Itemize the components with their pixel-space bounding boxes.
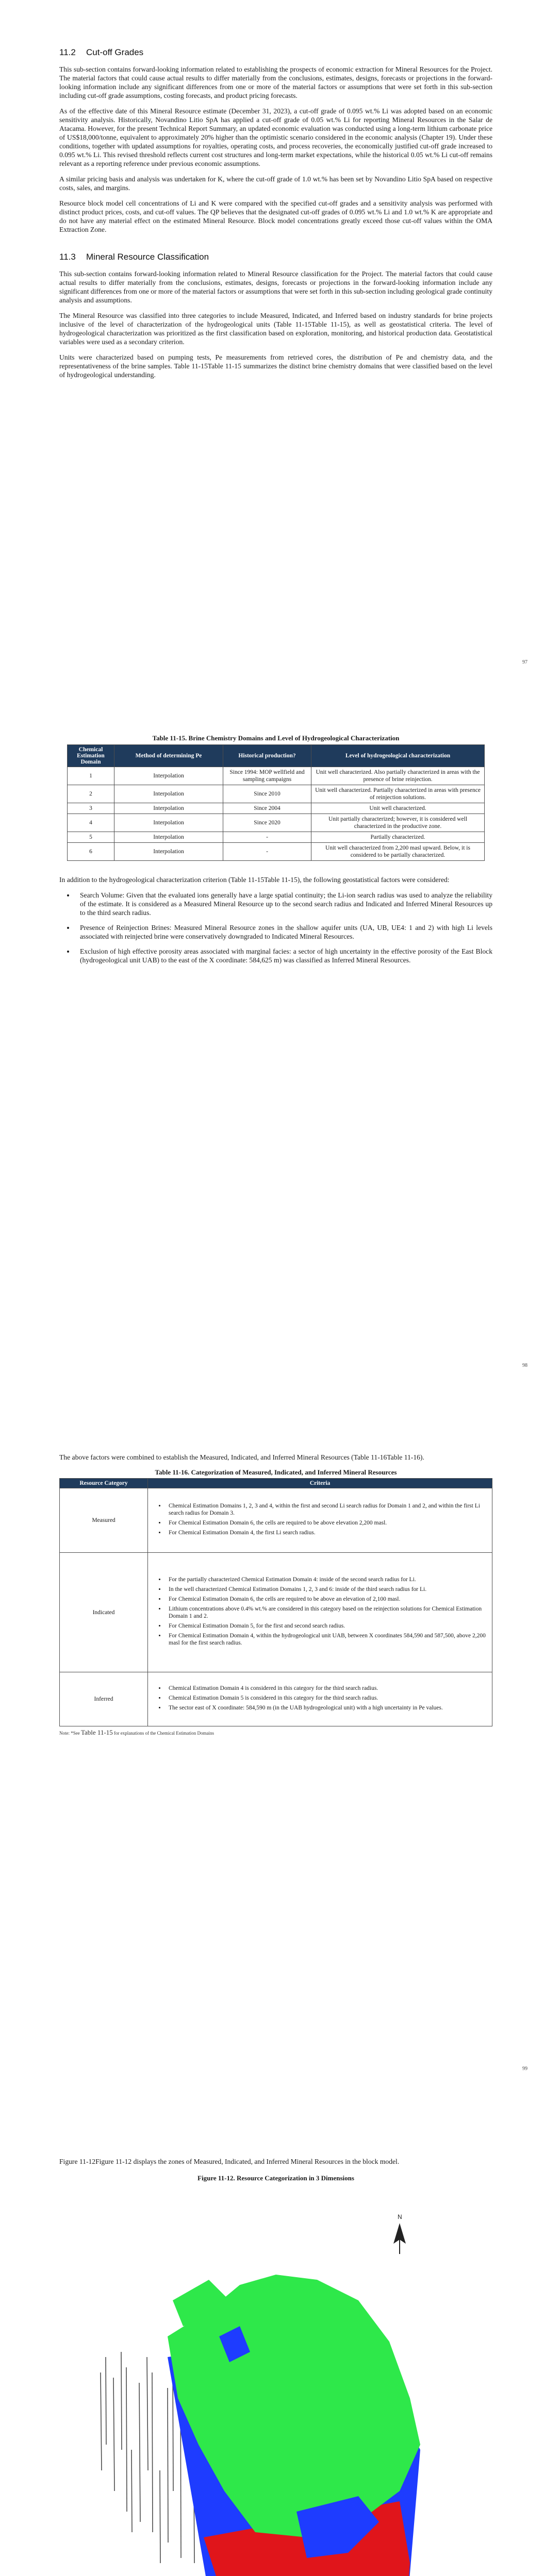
table-header-cell: Historical production?	[223, 745, 311, 767]
section-heading: 11.2 Cut-off Grades	[59, 47, 144, 57]
table-row	[60, 1553, 492, 1672]
table-cell: 4	[68, 814, 114, 832]
table-cell: Partially characterized.	[311, 832, 485, 843]
paragraph: Units were characterized based on pumping tests, Pe measurements from retrieved cores, the distribution of Pe and chemistry data, and the representativeness of the brine samples. Table 11-15Table 11-15 summarizes the distinct brine chemistry domains that were classified based on the level of hydrogeological understanding.	[59, 353, 492, 379]
page-98	[0, 703, 544, 1406]
table-cell: Interpolation	[114, 814, 223, 832]
page-100	[0, 2110, 544, 2576]
paragraph: As of the effective date of this Mineral Resource estimate (December 31, 2023), a cut-off grade of 0.095 wt.% Li was adopted based on an economic sensitivity analysis. Historically, Novandino Litio SpA has applied a cut-off grade of 0.05 wt.% Li for reporting Mineral Resources in the Salar de Atacama. However, for the present Technical Report Summary, an updated economic evaluation was conducted using a long-term lithium carbonate price of US$18,000/tonne, equivalent to approximately 20% higher than the optimistic scenario considered in the economic analysis (Chapter 19). Under these conditions, together with updated assumptions for royalties, operating costs, and process recoveries, the economically justified cut-off grade increased to 0.095 wt.% Li. This revised threshold reflects current cost structures and long-term market expectations, while the historical 0.05 wt.% Li cut-off remains relevant as a reporting reference under previous economic assumptions.	[59, 107, 492, 167]
criteria-item: • For Chemical Estimation Domain 6, the cells are required to be above an elevation of 2,100 masl.	[166, 1596, 489, 1603]
resource-3d-figure	[90, 2202, 451, 2576]
table-cell: -	[223, 843, 311, 861]
table-row	[60, 1488, 492, 1553]
page-97	[0, 0, 544, 703]
category-cell: Inferred	[60, 1672, 148, 1726]
north-arrow-icon	[393, 2223, 406, 2254]
section-cutoff-grades	[59, 47, 492, 386]
criteria-item: • For Chemical Estimation Domain 5, for the first and second search radius.	[166, 1622, 489, 1630]
page-number: 99	[522, 2066, 527, 2072]
table-cell: 2	[68, 785, 114, 803]
table-cell: Unit partially characterized; however, it is considered well characterized in the productive zone.	[311, 814, 485, 832]
table-row	[68, 814, 485, 832]
brine-chemistry-table	[67, 744, 485, 861]
page-number: 98	[522, 1363, 527, 1368]
paragraph: In addition to the hydrogeological characterization criterion (Table 11-15Table 11-15), the following geostatistical factors were considered:	[59, 876, 450, 884]
table-cell: Interpolation	[114, 785, 223, 803]
table-cell: Interpolation	[114, 767, 223, 785]
resource-category-table	[59, 1478, 492, 1726]
table-row	[68, 767, 485, 785]
table-row	[68, 832, 485, 843]
paragraph: This sub-section contains forward-looking information related to establishing the prospects of economic extraction for Mineral Resources for the Project. The material factors that could cause actual results to differ materially from the conclusions, estimates, designs, forecasts or projections in the forward-looking information include any significant differences from one or more of the material factors or assumptions that were set forth in this sub-section including cut-off grade assumptions, costing forecasts, and product pricing forecasts.	[59, 65, 492, 99]
table-cell: 6	[68, 843, 114, 861]
figure-caption: Figure 11-12. Resource Categorization in 3 Dimensions	[197, 2174, 354, 2182]
paragraph: This sub-section contains forward-looking information related to Mineral Resource classification for the Project. The material factors that could cause actual results to differ materially from the conclusions, estimates, designs, forecasts or projections in the forward-looking information include any significant differences from one or more of the material factors or assumptions that were set forth in this sub-section including geological grade continuity analysis and assumptions.	[59, 270, 492, 304]
table-cell: Unit well characterized. Partially characterized in areas with presence of reinjection solutions.	[311, 785, 485, 803]
table-11-16-section	[59, 1453, 492, 1737]
criteria-cell	[148, 1488, 492, 1553]
category-cell: Indicated	[60, 1553, 148, 1672]
criteria-item: • The sector east of X coordinate: 584,590 m (in the UAB hydrogeological unit) with a high uncertainty in Pe values.	[166, 1704, 489, 1711]
page-99	[0, 1406, 544, 2110]
page-number: 97	[522, 659, 527, 665]
table-header-cell: Criteria	[148, 1479, 492, 1488]
section-heading: 11.3 Mineral Resource Classification	[59, 252, 209, 262]
north-label: N	[398, 2213, 402, 2221]
paragraph: Figure 11-12Figure 11-12 displays the zones of Measured, Indicated, and Inferred Mineral Resources in the block model.	[59, 2158, 400, 2165]
table-cell: Unit well characterized.	[311, 803, 485, 814]
list-item: • Search Volume: Given that the evaluated ions generally have a large spatial continuity; the Li-ion search radius was used to analyze the reliability of the estimate. It is considered as a Measured Mineral Resource up to the second search radius and Indicated and Inferred Mineral Resources up to the third search radius.	[75, 891, 492, 917]
block-model-3d-view	[90, 2202, 451, 2576]
paragraph: Resource block model cell concentrations of Li and K were compared with the specified cut-off grades and a sensitivity analysis was performed with distinct product prices, costs, and cut-off values. The QP believes that the designated cut-off grades of 0.095 wt.% Li and 1.0 wt.% K are appropriate and do not have any material effect on the estimated Mineral Resource. Block model concentrations greatly exceed those cut-off values within the OMA Extraction Zone.	[59, 199, 492, 233]
criteria-item: • Chemical Estimation Domain 5 is considered in this category for the third search radius.	[166, 1694, 489, 1702]
table-header-cell: Level of hydrogeological characterization	[311, 745, 485, 767]
table-cell: 5	[68, 832, 114, 843]
table-row	[68, 785, 485, 803]
paragraph: The above factors were combined to establish the Measured, Indicated, and Inferred Mineral Resources (Table 11-16Table 11-16).	[59, 1453, 424, 1461]
criteria-item: • Chemical Estimation Domain 4 is considered in this category for the third search radius.	[166, 1685, 489, 1692]
criteria-item: • For the partially characterized Chemical Estimation Domain 4: inside of the second search radius for Li.	[166, 1576, 489, 1583]
block-model	[168, 2275, 420, 2576]
criteria-item: • Chemical Estimation Domains 1, 2, 3 and 4, within the first and second Li search radius for Domain 1 and 2, and within the first Li search radius for Domain 3.	[166, 1502, 489, 1517]
table-cell: Since 2020	[223, 814, 311, 832]
table-cell: Since 2004	[223, 803, 311, 814]
table-11-15-section	[59, 734, 492, 971]
table-header-cell: Chemical Estimation Domain	[68, 745, 114, 767]
criteria-item: • For Chemical Estimation Domain 4, within the hydrogeological unit UAB, between X coordinates 584,590 and 587,500, above 2,200 masl for the first search radius.	[166, 1632, 489, 1647]
table-row	[60, 1672, 492, 1726]
table-row	[68, 803, 485, 814]
table-header-cell: Resource Category	[60, 1479, 148, 1488]
table-cell: Interpolation	[114, 803, 223, 814]
table-cell: Since 1994: MOP wellfield and sampling campaigns	[223, 767, 311, 785]
table-caption: Table 11-15. Brine Chemistry Domains and Level of Hydrogeological Characterization	[152, 734, 400, 742]
paragraph: A similar pricing basis and analysis was undertaken for K, where the cut-off grade of 1.0 wt.% has been set by Novandino Litio SpA based on respective costs, sales, and margins.	[59, 175, 492, 192]
criteria-item: • In the well characterized Chemical Estimation Domains 1, 2, 3 and 6: inside of the third search radius for Li.	[166, 1586, 489, 1593]
paragraph: The Mineral Resource was classified into three categories to include Measured, Indicated, and Inferred based on industry standards for brine projects inclusive of the level of characterization of the hydrogeological units (Table 11-15Table 11-15), as well as geostatistical criteria. The level of hydrogeological characterization was prioritized as the first classification based on exploration, monitoring, and historical production data. Geostatistical variables were used as a secondary criterion.	[59, 312, 492, 346]
criteria-cell	[148, 1672, 492, 1726]
table-cell: -	[223, 832, 311, 843]
criteria-bullet-list	[59, 891, 492, 964]
criteria-item: • Lithium concentrations above 0.4% wt.% are considered in this category based on the reinjection solutions for Chemical Estimation Domain 1 and 2.	[166, 1605, 489, 1620]
table-row	[68, 843, 485, 861]
figure-11-12-section	[59, 2157, 492, 2182]
category-cell: Measured	[60, 1488, 148, 1553]
list-item: • Presence of Reinjection Brines: Measured Mineral Resource zones in the shallow aquifer units (UA, UB, UE4: 1 and 2) with high Li levels associated with reinjected brine were conservatively downgraded to Indicated Mineral Resources.	[75, 923, 492, 941]
list-item: • Exclusion of high effective porosity areas associated with marginal facies: a sector of high uncertainty in the effective porosity of the East Block (hydrogeological unit UAB) to the east of the X coordinate: 584,625 m) was classified as Inferred Mineral Resources.	[75, 947, 492, 964]
table-cell: Unit well characterized. Also partially characterized in areas with the presence of brine reinjection.	[311, 767, 485, 785]
criteria-item: • For Chemical Estimation Domain 6, the cells are required to be above elevation 2,200 masl.	[166, 1519, 489, 1527]
table-caption: Table 11-16. Categorization of Measured, Indicated, and Inferred Mineral Resources	[155, 1468, 397, 1476]
table-cell: 1	[68, 767, 114, 785]
table-cell: Interpolation	[114, 843, 223, 861]
table-cell: Since 2010	[223, 785, 311, 803]
table-cell: Unit well characterized from 2,200 masl upward. Below, it is considered to be partially characterized.	[311, 843, 485, 861]
table-cell: 3	[68, 803, 114, 814]
table-note: Note: *See Table 11-15 for explanations of the Chemical Estimation Domains	[59, 1728, 215, 1736]
table-header-cell: Method of determining Pe	[114, 745, 223, 767]
criteria-cell	[148, 1553, 492, 1672]
table-cell: Interpolation	[114, 832, 223, 843]
criteria-item: • For Chemical Estimation Domain 4, the first Li search radius.	[166, 1529, 489, 1536]
